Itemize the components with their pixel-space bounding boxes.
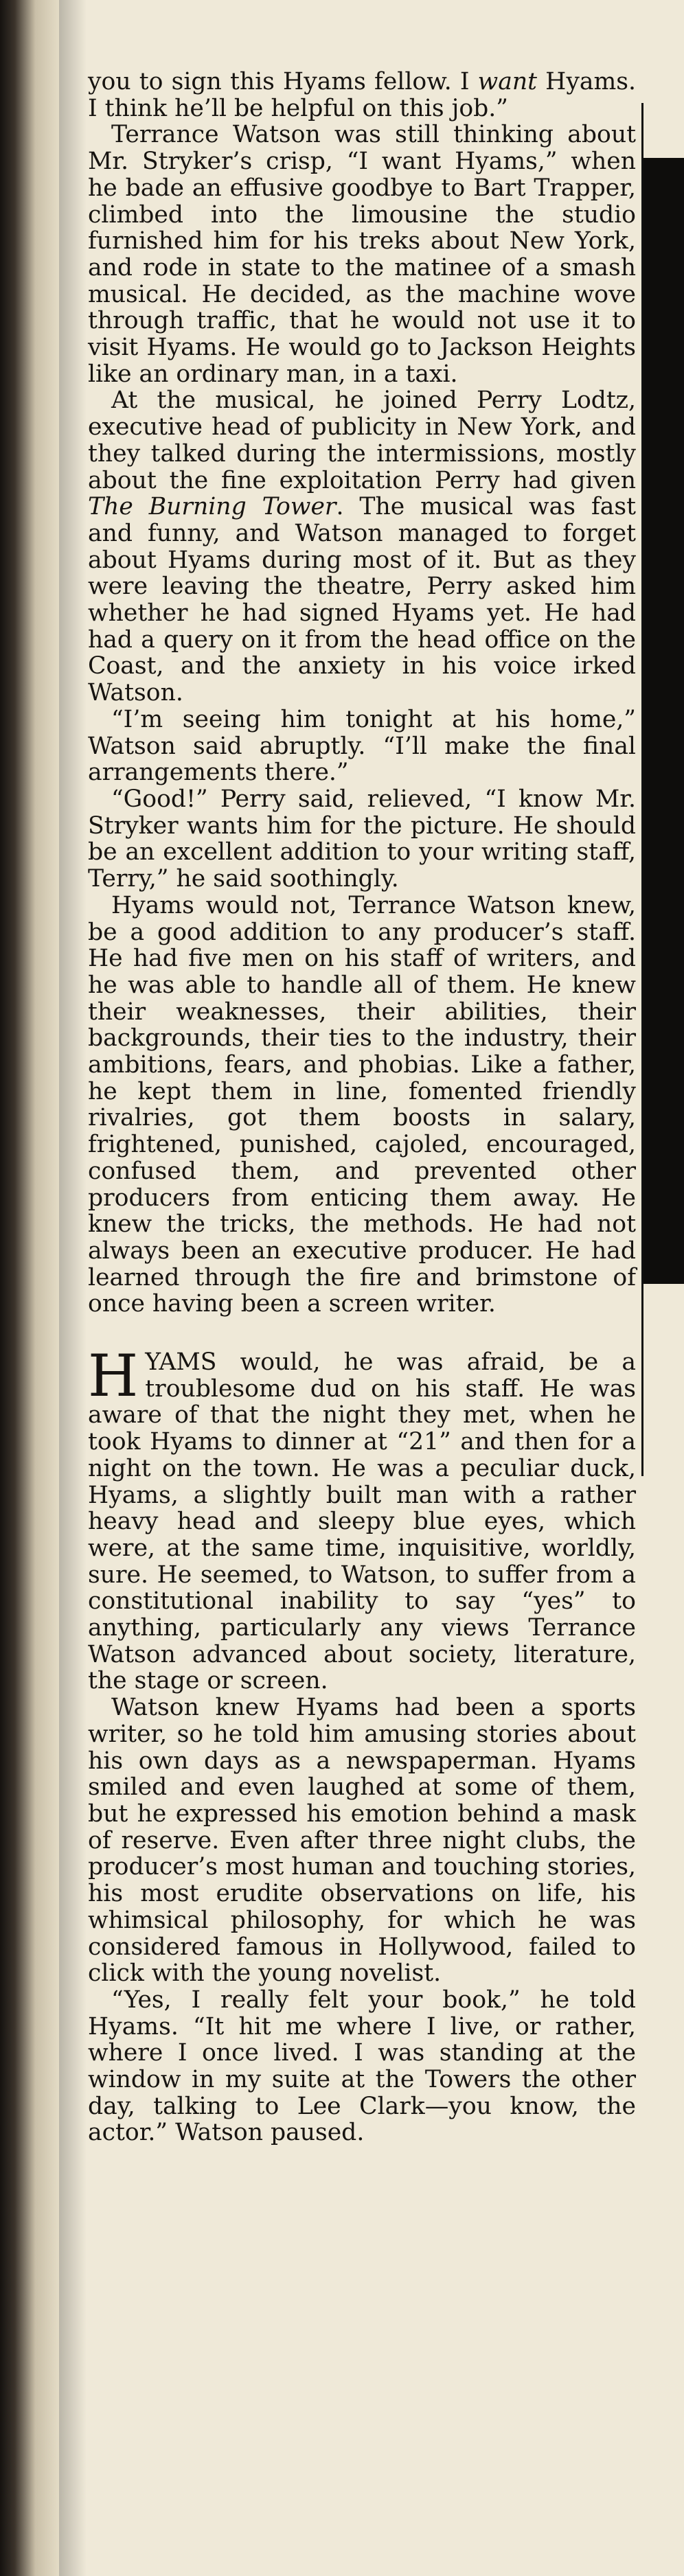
paragraph: Watson knew Hyams had been a sports writer, so he told him amusing stories about his own days as a newspaperman. Hyams smiled and even laughed at some of them, but he expressed his emotion behind a mask of reserve. Even after three night clubs, the producer’s most human and touching stories, his most erudite observations on life, his whimsical philosophy, for which he was considered famous in Hollywood, failed to click with the young novelist. bbox=[88, 1694, 636, 1988]
story-column bbox=[88, 69, 636, 2146]
paragraph: At the musical, he joined Perry Lodtz, executive head of publicity in New York, and they talked during the intermissions, mostly about the fine exploitation Perry had given The Burning Tower. The musical was fast and funny, and Watson managed to forget about Hyams during most of it. But as they were leaving the theatre, Perry asked him whether he had signed Hyams yet. He had had a query on it from the head office on the Coast, and the anxiety in his voice irked Watson. bbox=[88, 387, 636, 707]
dark-illustration-block bbox=[643, 158, 684, 1284]
paragraph: “I’m seeing him tonight at his home,” Watson said abruptly. “I’ll make the final arrangements there.” bbox=[88, 705, 636, 787]
book-spine bbox=[0, 0, 59, 2576]
gutter-shadow bbox=[59, 0, 87, 2576]
paragraph: HYAMS would, he was afraid, be a troublesome dud on his staff. He was aware of that the night they met, when he took Hyams to dinner at “21” and then for a night on the town. He was a peculiar duck, Hyams, a slightly built man with a rather heavy head and sleepy blue eyes, which were, at the same time, inquisitive, worldly, sure. He seemed, to Watson, to suffer from a constitutional inability to say “yes” to anything, particularly any views Terrance Watson advanced about society, literature, the stage or screen. bbox=[88, 1342, 636, 1695]
paragraph: “Yes, I really felt your book,” he told Hyams. “It hit me where I live, or rather, where I once lived. I was standing at the window in my suite at the Towers the other day, talking to Lee Clark—you know, the actor.” Watson paused. bbox=[88, 1986, 636, 2147]
paragraph: “Good!” Perry said, relieved, “I know Mr. Stryker wants him for the picture. He should be an excellent addition to your writing staff, Terry,” he said soothingly. bbox=[88, 785, 636, 893]
paragraph: you to sign this Hyams fellow. I want Hyams. I think he’ll be helpful on this job.” bbox=[88, 68, 636, 122]
paragraph: Terrance Watson was still thinking about Mr. Stryker’s crisp, “I want Hyams,” when he bade an effusive goodbye to Bart Trapper, climbed into the limousine the studio furnished him for his treks about New York, and rode in state to the matinee of a smash musical. He decided, as the machine wove through traffic, that he would not use it to visit Hyams. He would go to Jackson Heights like an ordinary man, in a taxi. bbox=[88, 121, 636, 388]
drop-cap: H bbox=[88, 1342, 139, 1410]
adjacent-page-art bbox=[641, 103, 684, 1476]
paragraph: Hyams would not, Terrance Watson knew, be a good addition to any producer’s staff. He had five men on his staff of writers, and he was able to handle all of them. He knew their weaknesses, their abilities, their backgrounds, their ties to the industry, their ambitions, fears, and phobias. Like a father, he kept them in line, fomented friendly rivalries, got them boosts in salary, frightened, punished, cajoled, encouraged, confused them, and prevented other producers from enticing them away. He knew the tricks, the methods. He had not always been an executive producer. He had learned through the fire and brimstone of once having been a screen writer. bbox=[88, 891, 636, 1318]
